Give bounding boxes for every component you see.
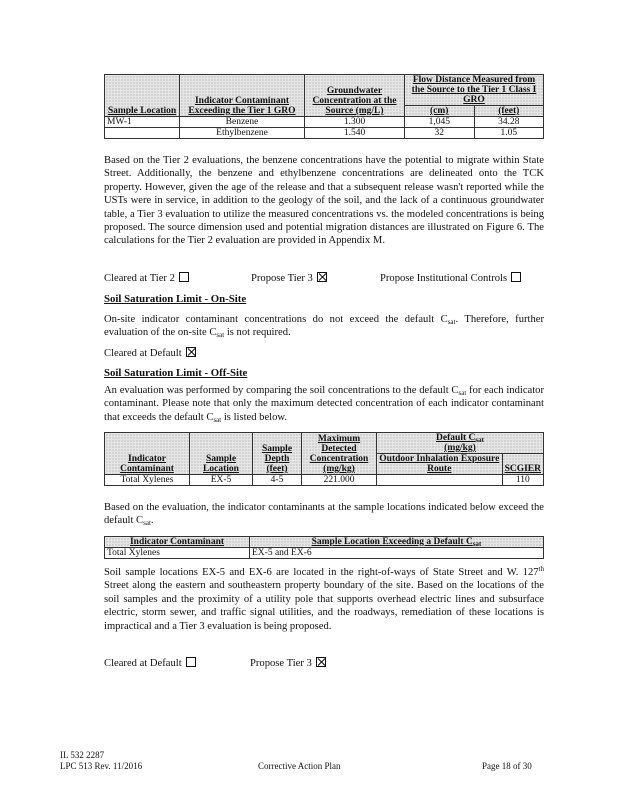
footer-title: Corrective Action Plan [258,761,341,771]
cell-scgier: 110 [502,475,543,486]
col-groundwater-concentration: Groundwater Concentration at the Source (mg/L) [305,75,405,117]
default-unit-label: (mg/kg) [444,443,476,453]
institutional-controls-checkbox[interactable] [511,272,521,282]
col-outdoor-inhalation: Outdoor Inhalation Exposure Route [377,454,503,475]
evaluation-end: . [150,515,154,527]
cleared-default-label: Cleared at Default [104,658,182,669]
ordinal-superscript: th [538,565,544,573]
tier2-paragraph: Based on the Tier 2 evaluations, the benzene concentrations have the potential to migrate within State Street. Additionally, the benzene and ethylbenzene concentrations are delineated onto the TCK property. However, given the age of the release and that a subsequent release wasn't reported while the USTs were in service, in addition to the geology of the soil, and the lack of a continuous groundwater table, a Tier 3 evaluation to utilize the measured concentrations vs. the modeled concentrations is being proposed. The source dimension used and potential migration distances are illustrated on Figure 6. The calculations for the Tier 2 evaluation are provided in Appendix M. [104,155,544,247]
default-c-label: Default C [436,433,476,443]
final-text-2: Street along the eastern and southeastern property boundary of the site. Based on the locations of the soil samples and the proximity of a utility pole that supports overhead electric lines and subsurface electric, storm sewer, and traffic signal utilities, and the roadways, remediation of these locations is impractical and a Tier 3 evaluation is being proposed. [104,580,544,632]
cell-locations: EX-5 and EX-6 [250,548,544,559]
cell-outdoor [377,475,503,486]
table-row [105,117,544,128]
footer-page: Page 18 of 30 [482,761,532,771]
propose-tier3-label: Propose Tier 3 [251,273,313,284]
evaluation-text: Based on the evaluation, the indicator contaminants at the sample locations indicated below exceed the default C [104,502,544,527]
col-unit-cm: (cm) [405,106,475,117]
cleared-default-label: Cleared at Default [104,348,182,359]
col-scgier: SCGIER [502,454,543,475]
col-default-csat [377,433,544,454]
col-flow-distance: Flow Distance Measured from the Source to the Tier 1 Class I GRO [405,75,544,106]
cell-feet: 1.05 [474,128,544,139]
evaluation-paragraph [104,501,544,528]
table-row [105,548,544,559]
onsite-text-1: On-site indicator contaminant concentrations do not exceed the default C [104,314,448,325]
final-cleared-option [104,657,196,669]
institutional-controls-option [380,272,521,284]
col-indicator: Indicator Contaminant [105,433,190,475]
cell-location: MW-1 [105,117,180,128]
exceedance-table [104,536,544,559]
cell-location: EX-5 [190,475,253,486]
csat-subscript: sat [475,436,484,444]
propose-tier3-checkbox[interactable] [317,272,327,282]
csat-subscript: sat [213,415,222,424]
cell-cm: 32 [405,128,475,139]
col-sample-depth: Sample Depth (feet) [253,433,302,475]
cleared-default-checkbox-2[interactable] [186,657,196,667]
institutional-controls-label: Propose Institutional Controls [380,273,508,284]
onsite-heading: Soil Saturation Limit - On-Site [104,293,247,305]
footer-left [60,750,142,772]
cell-cm: 1,045 [405,117,475,128]
footer-id: IL 532 2287 [60,750,105,760]
final-paragraph [104,566,544,633]
cell-concentration: 1.300 [305,117,405,128]
col-sample-locations [250,537,544,548]
onsite-text-2: . Therefore, further evaluation of the on-site C [104,314,545,339]
col-max-concentration: Maximum Detected Concentration (mg/kg) [302,433,377,475]
col-unit-feet: (feet) [474,106,544,117]
onsite-cleared-option [104,347,196,359]
offsite-paragraph [104,384,544,424]
offsite-heading: Soil Saturation Limit - Off-Site [104,367,248,379]
col-indicator: Indicator Contaminant [105,537,250,548]
cell-concentration: 1.540 [305,128,405,139]
cell-depth: 4-5 [253,475,302,486]
cell-contaminant: Total Xylenes [105,475,190,486]
locations-header-label: Sample Location Exceeding a Default C [311,537,473,547]
cell-contaminant: Benzene [180,117,305,128]
cell-max: 221.000 [302,475,377,486]
offsite-text-1: An evaluation was performed by comparing the soil concentrations to the default C [104,385,459,396]
groundwater-table [104,74,544,139]
cell-location [105,128,180,139]
cleared-default-checkbox[interactable] [186,347,196,357]
col-sample-location: Sample Location [190,433,253,475]
propose-tier3-checkbox-2[interactable] [316,657,326,667]
propose-tier3-option [251,272,327,284]
final-text-1: Soil sample locations EX-5 and EX-6 are located in the right-of-ways of State Street and W. 127 [104,567,539,578]
table-row [105,128,544,139]
onsite-paragraph [104,313,544,340]
col-indicator-contaminant: Indicator Contaminant Exceeding the Tier 1 GRO [180,75,305,117]
cleared-tier2-label: Cleared at Tier 2 [104,273,175,284]
propose-tier3-label: Propose Tier 3 [250,658,312,669]
offsite-text-2: for each indicator contaminant. Please note that only the maximum detected concentration of each indicator contaminant that exceeds the default C [104,385,544,423]
soil-saturation-table [104,432,544,486]
tier2-options [104,272,189,284]
csat-subscript: sat [472,540,482,548]
onsite-text-3: is not required. [224,327,291,339]
final-tier3-option [250,657,326,669]
table-row [105,475,544,486]
cleared-tier2-checkbox[interactable] [179,272,189,282]
cell-feet: 34.28 [474,117,544,128]
csat-subscript: sat [216,331,225,340]
csat-subscript: sat [458,389,467,397]
csat-subscript: sat [447,318,456,326]
footer-form: LPC 513 Rev. 11/2016 [60,761,143,771]
cell-contaminant: Total Xylenes [105,548,250,559]
offsite-text-3: is listed below. [221,411,288,423]
csat-subscript: sat [143,519,151,528]
col-sample-location: Sample Location [105,75,180,117]
cell-contaminant: Ethylbenzene [180,128,305,139]
